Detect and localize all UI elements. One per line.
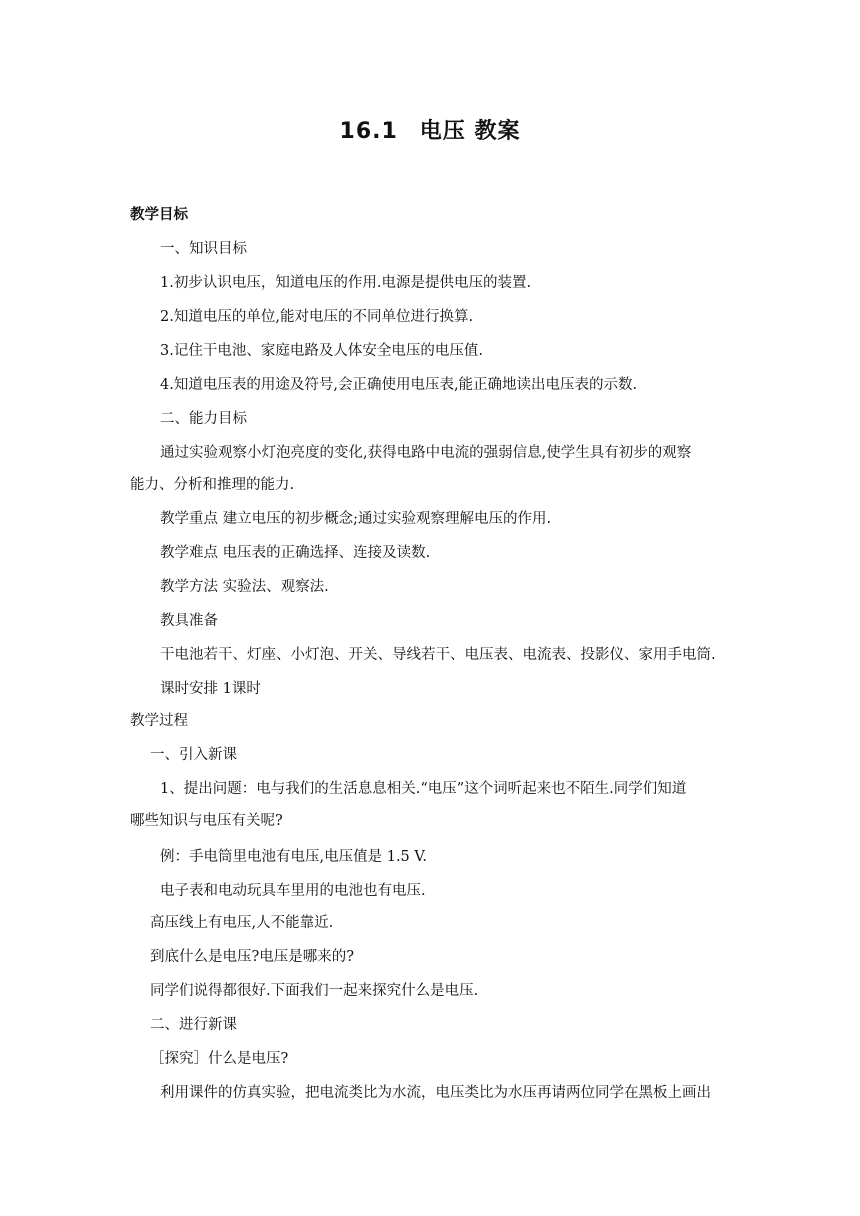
paragraph: 教学方法 实验法、观察法. [160, 579, 329, 595]
title-number: 16.1 [339, 119, 398, 144]
paragraph: 4.知道电压表的用途及符号,会正确使用电压表,能正确地读出电压表的示数. [160, 377, 638, 393]
paragraph: 教学难点 电压表的正确选择、连接及读数. [160, 545, 431, 561]
section-new-lesson: 二、进行新课 [150, 1017, 237, 1033]
title-text: 电压 教案 [419, 119, 521, 144]
paragraph: 通过实验观察小灯泡亮度的变化,获得电路中电流的强弱信息,使学生具有初步的观察 [160, 445, 692, 461]
paragraph: 课时安排 1课时 [160, 681, 261, 697]
paragraph: 到底什么是电压?电压是哪来的? [150, 949, 355, 965]
paragraph: 例：手电筒里电池有电压,电压值是 1.5 V. [160, 849, 427, 865]
page-title [0, 114, 860, 145]
paragraph-continuation: 哪些知识与电压有关呢? [130, 813, 283, 829]
paragraph: 利用课件的仿真实验，把电流类比为水流，电压类比为水压再请两位同学在黑板上画出 [160, 1085, 711, 1101]
paragraph: 2.知道电压的单位,能对电压的不同单位进行换算. [160, 309, 474, 325]
paragraph: 3.记住干电池、家庭电路及人体安全电压的电压值. [160, 343, 483, 359]
paragraph: 1.初步认识电压，知道电压的作用.电源是提供电压的装置. [160, 275, 532, 291]
section-intro: 一、引入新课 [150, 747, 237, 763]
paragraph: ［探究］什么是电压? [150, 1051, 289, 1067]
section-ability-goals: 二、能力目标 [160, 411, 247, 427]
heading-teaching-process: 教学过程 [130, 713, 188, 729]
paragraph: 电子表和电动玩具车里用的电池也有电压. [160, 883, 426, 899]
heading-teaching-goals: 教学目标 [130, 207, 188, 223]
paragraph-continuation: 能力、分析和推理的能力. [130, 477, 295, 493]
paragraph: 同学们说得都很好.下面我们一起来探究什么是电压. [150, 983, 479, 999]
paragraph: 教学重点 建立电压的初步概念;通过实验观察理解电压的作用. [160, 511, 552, 527]
section-knowledge-goals: 一、知识目标 [160, 241, 247, 257]
paragraph: 1、提出问题：电与我们的生活息息相关.“电压”这个词听起来也不陌生.同学们知道 [160, 781, 687, 797]
paragraph: 教具准备 [160, 613, 218, 629]
paragraph: 高压线上有电压,人不能靠近. [150, 915, 334, 931]
paragraph: 干电池若干、灯座、小灯泡、开关、导线若干、电压表、电流表、投影仪、家用手电筒. [160, 647, 716, 663]
